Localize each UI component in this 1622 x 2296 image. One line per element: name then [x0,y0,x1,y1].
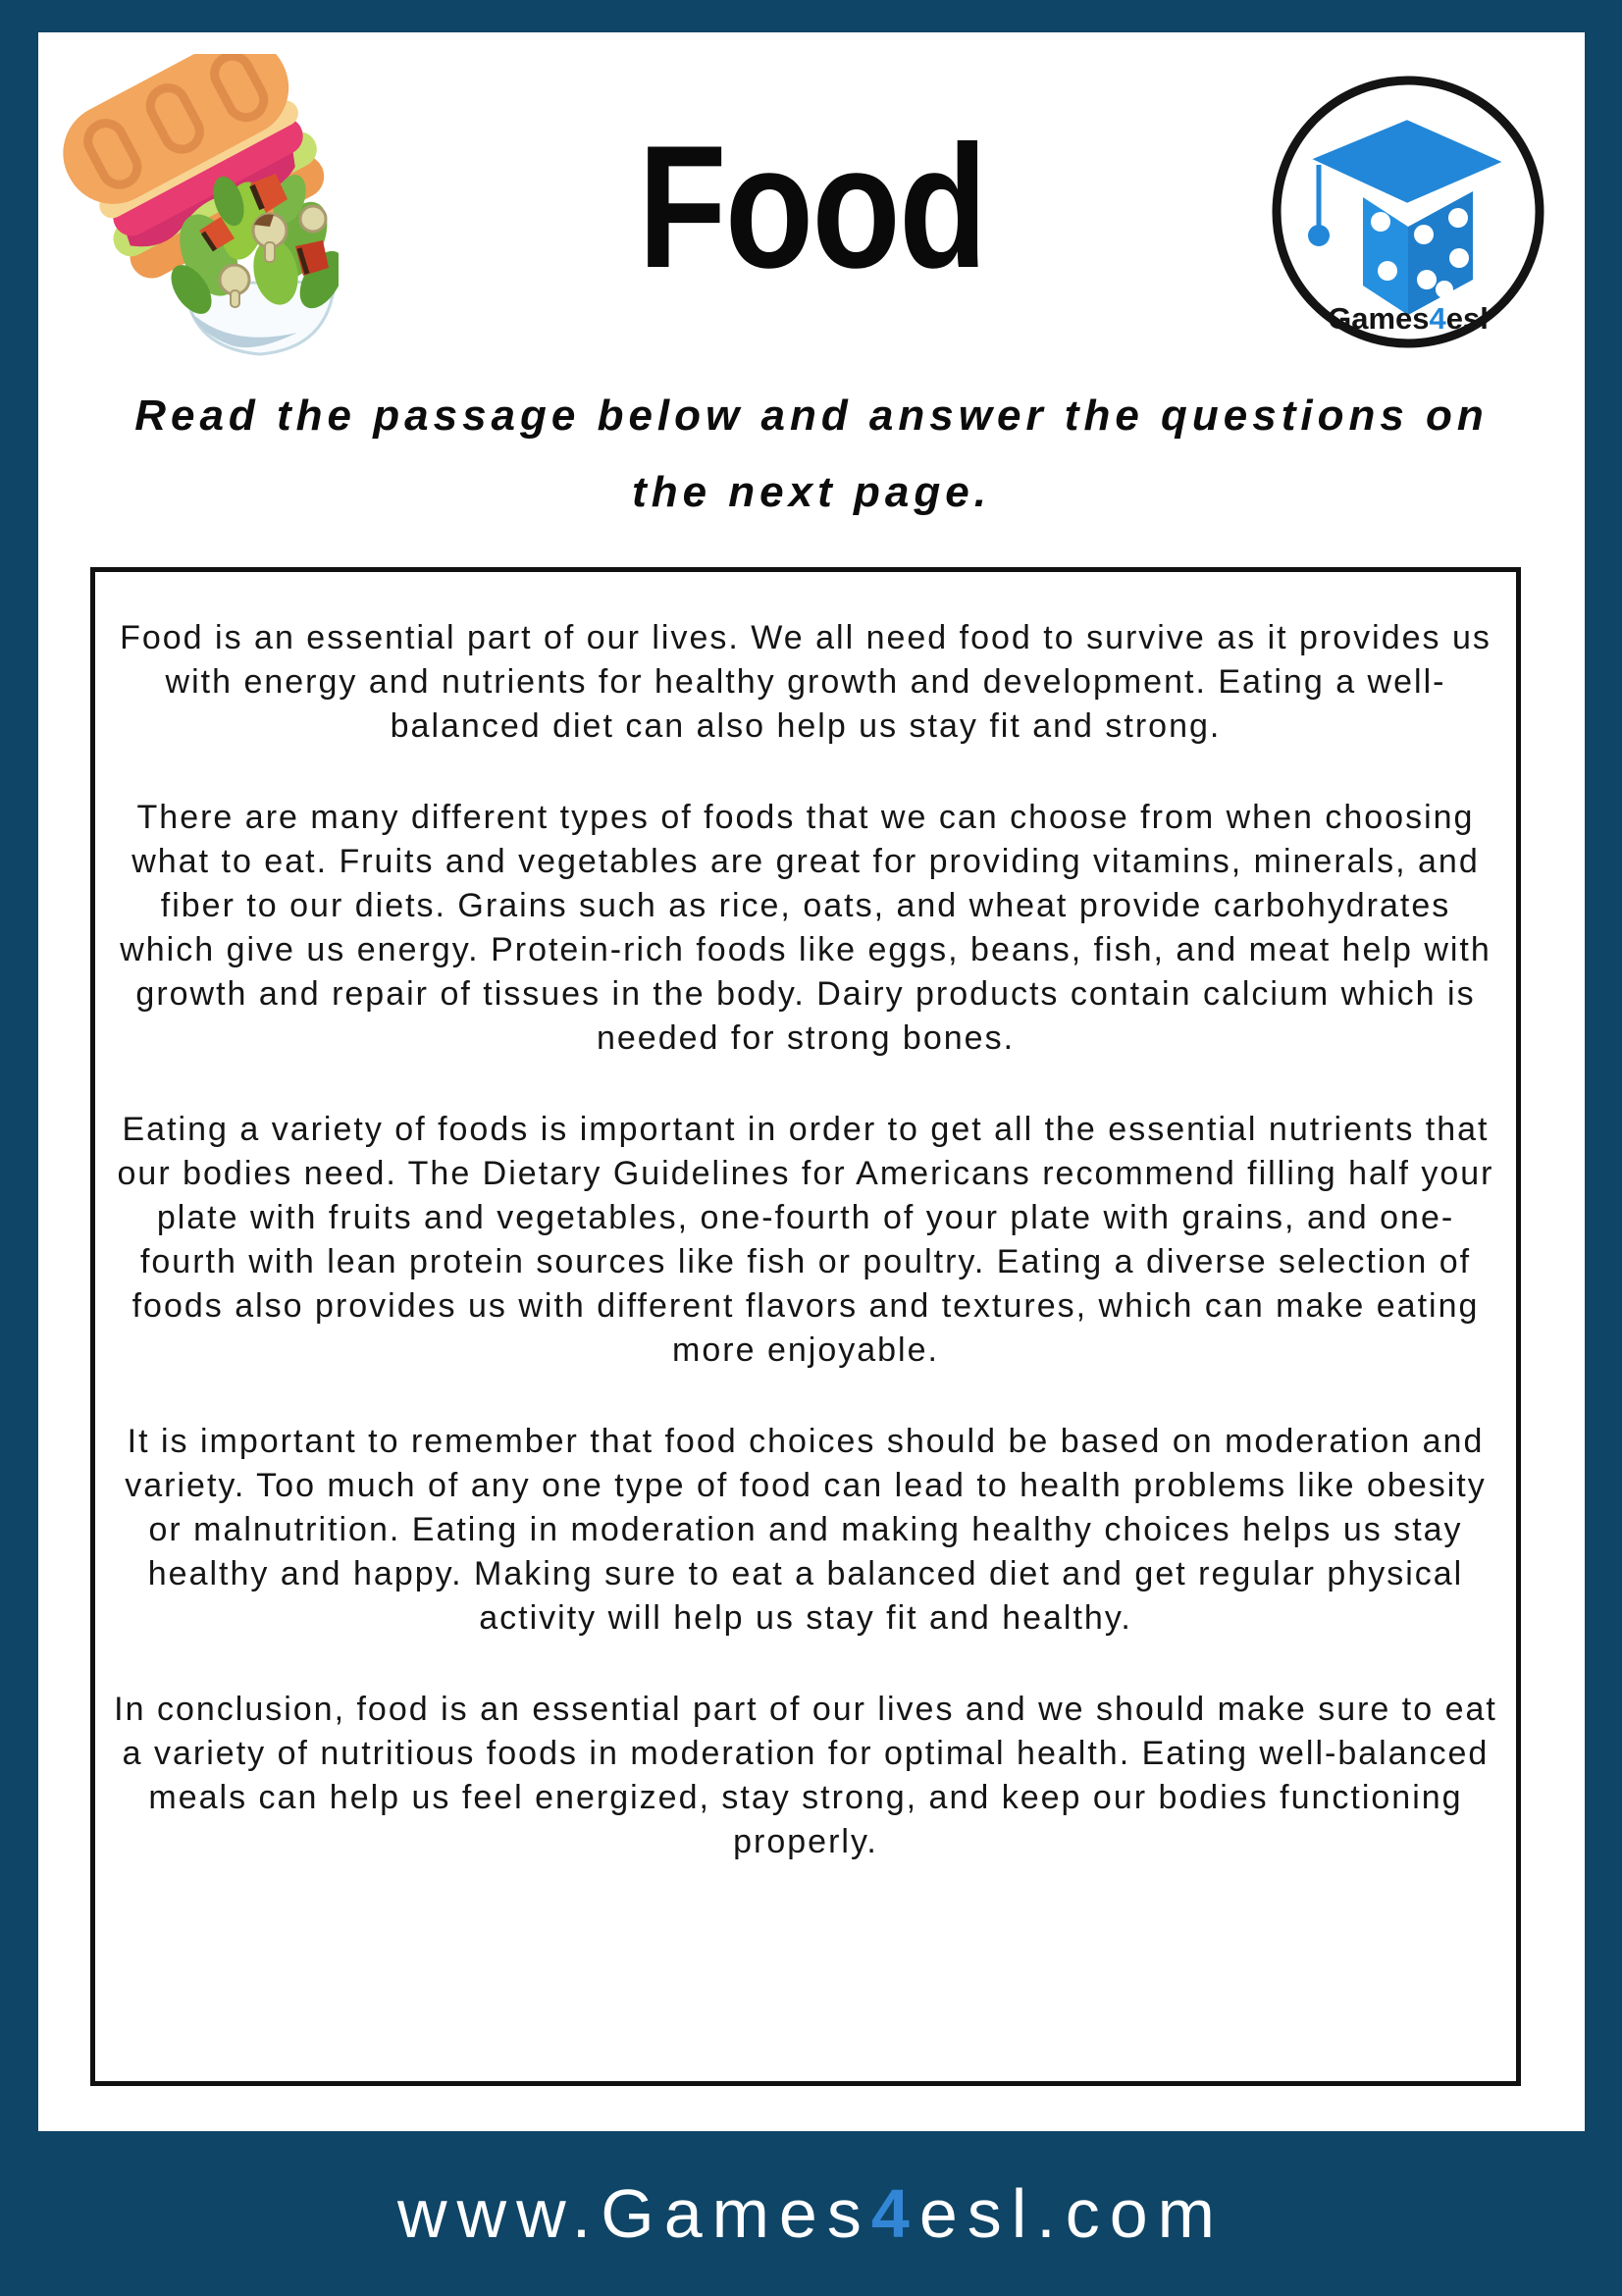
passage-paragraph-3: Eating a variety of foods is important in order to get all the essential nutrients that our bodies need. The Dietary Guidelines for Americans recommend filling half your plate with fruits and vegetables, one-fourth of your plate with grains, and one-fourth with lean protein sources like fish or poultry. Eating a diverse selection of foods also provides us with different flavors and textures, which can make eating more enjoyable. [117,1111,1494,1369]
page-title: Food [637,109,986,304]
passage-paragraph-4: It is important to remember that food choices should be based on moderation and variety. Too much of any one type of food can lead to health problems like obesity or malnutrition. Eating in moderation and making healthy choices helps us stay healthy and happy. Making sure to eat a balanced diet and get regular physical activity will help us stay fit and healthy. [125,1423,1487,1637]
logo-wordmark: Games4esl [1328,301,1489,336]
footer-url: www.Games4esl.com [397,2175,1225,2252]
passage-paragraph-2: There are many different types of foods that we can choose from when choosing what to eat. Fruits and vegetables are great for providing vitamins, minerals, and fiber to our diets. Grains such as rice, oats, and wheat provide carbohydrates which give us energy. Protein-rich foods like eggs, beans, fish, and meat help with growth and repair of tissues in the body. Dairy products contain calcium which is needed for strong bones. [120,799,1491,1057]
footer-bar [0,2131,1622,2296]
passage-paragraph-1: Food is an essential part of our lives. We all need food to survive as it provides us with energy and nutrients for healthy growth and development. Eating a well-balanced diet can also help us stay fit and strong. [120,619,1491,745]
passage-box [90,567,1521,2086]
games4esl-logo [1268,72,1548,352]
instruction-text [38,378,1585,531]
instruction-line-1: Read the passage below and answer the questions on [134,391,1489,440]
instruction-line-2: the next page. [632,468,991,516]
worksheet-page [38,32,1585,2131]
passage-paragraph-5: In conclusion, food is an essential part of our lives and we should make sure to eat a variety of nutritious foods in moderation for optimal health. Eating well-balanced meals can help us feel energized, stay strong, and keep our bodies functioning properly. [114,1691,1497,1860]
